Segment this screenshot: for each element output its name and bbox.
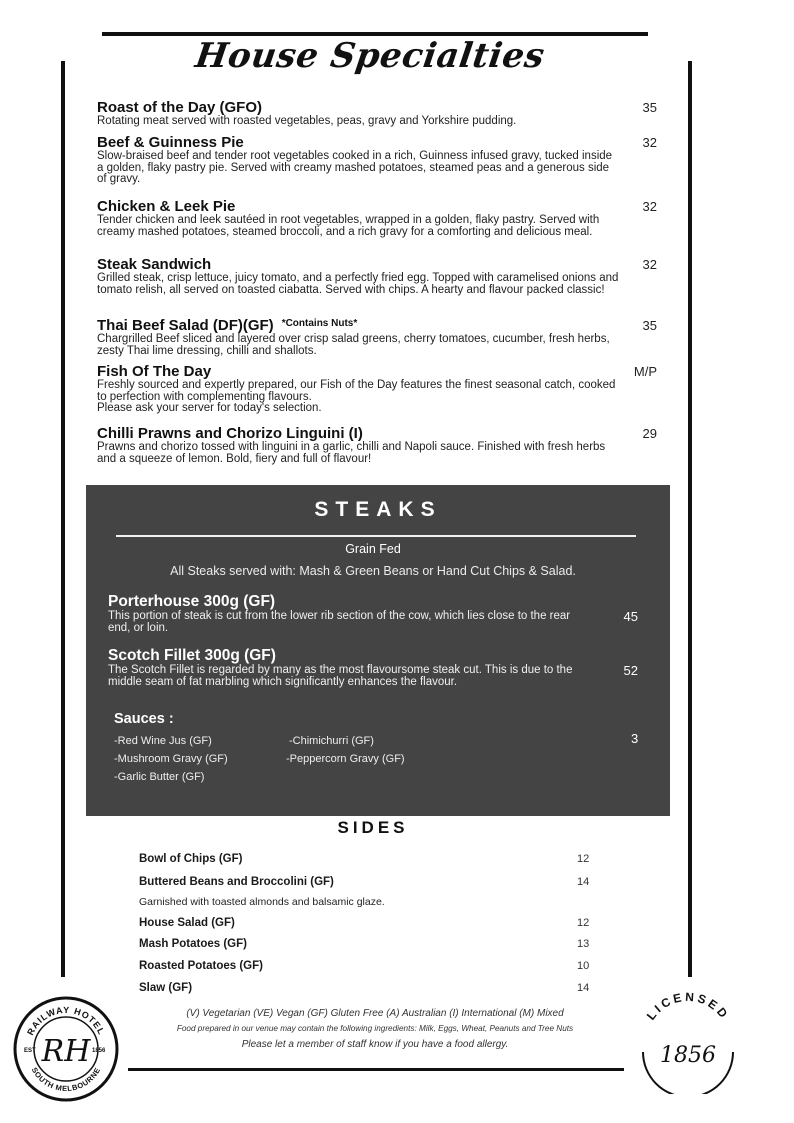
side-price: 14 — [577, 982, 590, 994]
dietary-legend: (V) Vegetarian (VE) Vegan (GF) Gluten Free (A) Australian (I) International (M) Mixed — [186, 1008, 564, 1019]
steak-desc: The Scotch Fillet is regarded by many as the most flavoursome steak cut. This is due to the middle seam of fat marbling which significantly enhances the flavour. — [108, 664, 573, 688]
sauce-item: -Garlic Butter (GF) — [114, 771, 205, 783]
side-name: Roasted Potatoes (GF) — [139, 960, 263, 972]
sauces-price: 3 — [631, 731, 639, 746]
item-name: Chilli Prawns and Chorizo Linguini (I) — [97, 425, 363, 442]
side-name: House Salad (GF) — [139, 917, 235, 929]
side-price: 12 — [577, 917, 590, 929]
side-price: 13 — [577, 938, 590, 950]
menu-item-chicken-pie — [97, 199, 657, 238]
licensed-word: LICENSED — [643, 990, 733, 1023]
page-title: House Specialties — [192, 36, 548, 76]
side-name: Mash Potatoes (GF) — [139, 938, 247, 950]
menu-item-fish — [97, 364, 657, 415]
item-price: 35 — [642, 100, 657, 115]
licensed-badge — [633, 990, 743, 1094]
side-price: 14 — [577, 876, 590, 888]
item-name: Chicken & Leek Pie — [97, 198, 236, 215]
logo-top-text: RAILWAY HOTEL — [25, 1004, 107, 1037]
item-name-row — [97, 318, 657, 334]
right-border — [688, 61, 692, 977]
item-price: 32 — [642, 135, 657, 150]
steak-scotch-fillet — [108, 647, 638, 688]
item-desc: Slow-braised beef and tender root vegetables cooked in a rich, Guinness infused gravy, tucked inside a golden, flaky pastry pie. Served with creamy mashed potatoes, steamed peas and a generous side of gravy. — [97, 150, 613, 186]
item-price: M/P — [633, 364, 657, 379]
item-name: Thai Beef Salad (DF)(GF) — [97, 317, 274, 334]
item-price: 32 — [642, 199, 657, 214]
allergy-note: Please let a member of staff know if you have a food allergy. — [241, 1039, 509, 1050]
railway-hotel-logo — [12, 995, 120, 1103]
side-name: Bowl of Chips (GF) — [139, 853, 243, 865]
svg-text:LICENSED — [644, 990, 732, 1023]
menu-item-roast — [97, 100, 657, 128]
sides-heading: SIDES — [337, 818, 409, 837]
steaks-served-with: All Steaks served with: Mash & Green Beans or Hand Cut Chips & Salad. — [170, 564, 576, 578]
item-name: Beef & Guinness Pie — [97, 134, 244, 151]
logo-bottom-text: SOUTH MELBOURNE — [29, 1065, 103, 1094]
licensed-year: 1856 — [660, 1043, 716, 1068]
item-name: Fish Of The Day — [97, 363, 212, 380]
menu-item-thai-beef-salad — [97, 318, 657, 357]
steak-price: 52 — [623, 663, 638, 678]
item-name: Roast of the Day (GFO) — [97, 99, 263, 116]
steak-desc: This portion of steak is cut from the lower rib section of the cow, which lies close to the rear end, or loin. — [108, 610, 571, 634]
menu-item-steak-sandwich — [97, 257, 657, 296]
side-price: 12 — [577, 853, 590, 865]
item-desc: Rotating meat served with roasted vegetables, peas, gravy and Yorkshire pudding. — [97, 115, 517, 127]
sauce-item: -Peppercorn Gravy (GF) — [286, 753, 405, 765]
steak-porterhouse — [108, 593, 638, 634]
side-name: Buttered Beans and Broccolini (GF) — [139, 876, 334, 888]
sauce-item: -Chimichurri (GF) — [289, 735, 374, 747]
item-name: Steak Sandwich — [97, 256, 212, 273]
item-desc: Freshly sourced and expertly prepared, our Fish of the Day features the finest seasonal catch, cooked to perfection with complementing flavours. — [97, 379, 616, 403]
item-desc: Chargrilled Beef sliced and layered over crisp salad greens, cherry tomatoes, cucumber, fresh herbs, zesty Thai lime dressing, chilli and shallots. — [97, 333, 610, 357]
side-note: Garnished with toasted almonds and balsamic glaze. — [139, 896, 385, 908]
steak-name: Scotch Fillet 300g (GF) — [108, 647, 276, 664]
item-desc: Grilled steak, crisp lettuce, juicy tomato, and a perfectly fried egg. Topped with caramelised onions and tomato relish, all served on toasted ciabatta. Served with chips. A hearty and flavour packed classic! — [97, 272, 619, 296]
side-name: Slaw (GF) — [139, 982, 193, 994]
side-item — [139, 960, 589, 972]
side-item — [139, 876, 589, 888]
menu-item-beef-pie — [97, 135, 657, 186]
item-price: 29 — [642, 426, 657, 441]
bottom-rule — [128, 1068, 624, 1071]
side-item — [139, 853, 589, 865]
sauce-item: -Mushroom Gravy (GF) — [114, 753, 228, 765]
item-desc: Prawns and chorizo tossed with linguini in a garlic, chilli and Napoli sauce. Finished with fresh herbs and a squeeze of lemon. Bold, fiery and full of flavour! — [97, 441, 606, 465]
item-desc: Tender chicken and leek sautéed in root vegetables, wrapped in a golden, flaky pastry. Served with creamy mashed potatoes, steamed broccoli, and a rich gravy for a comforting and delicious meal. — [97, 214, 600, 238]
steaks-subheading: Grain Fed — [345, 542, 401, 556]
side-item — [139, 982, 589, 994]
side-item — [139, 938, 589, 950]
steak-name: Porterhouse 300g (GF) — [108, 593, 276, 610]
ingredients-note: Food prepared in our venue may contain the following ingredients: Milk, Eggs, Wheat, Peanuts and Tree Nuts — [176, 1024, 574, 1033]
steaks-heading: STEAKS — [314, 498, 442, 521]
steak-price: 45 — [623, 609, 638, 624]
svg-text:RAILWAY HOTEL — [25, 1005, 107, 1037]
svg-text:SOUTH MELBOURNE — [30, 1066, 102, 1093]
sauce-item: -Red Wine Jus (GF) — [114, 735, 212, 747]
item-price: 35 — [642, 318, 657, 333]
menu-item-linguini — [97, 426, 657, 465]
logo-monogram: RH — [41, 1034, 91, 1069]
side-item — [139, 917, 589, 929]
nuts-warning: *Contains Nuts* — [281, 318, 358, 329]
left-border — [61, 61, 65, 977]
steaks-rule — [116, 535, 636, 537]
logo-year: 1856 — [92, 1048, 106, 1054]
sauces-title: Sauces : — [114, 711, 174, 727]
item-price: 32 — [642, 257, 657, 272]
logo-est: EST — [24, 1048, 36, 1054]
side-price: 10 — [577, 960, 590, 972]
item-desc-note: Please ask your server for today's selection. — [97, 402, 322, 415]
steaks-panel — [86, 485, 670, 816]
